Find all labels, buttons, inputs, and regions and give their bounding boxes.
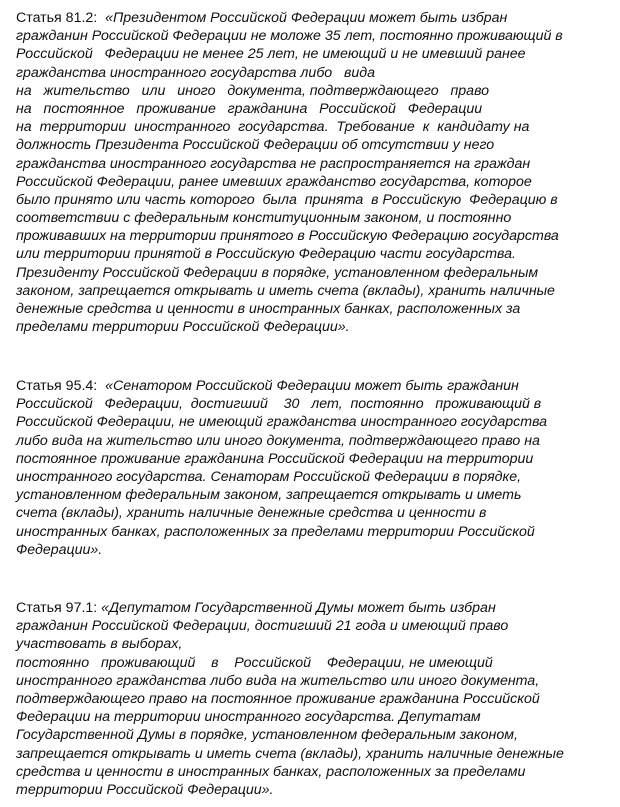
article-text-line: гражданства иностранного государства не распространяется на граждан — [16, 155, 531, 172]
article-text-line: денежные средства и ценности в иностранных банках, расположенных за — [16, 301, 521, 317]
article-text-line: подтверждающего право на постоянное проживание гражданина Российской — [16, 690, 540, 707]
article-text-line: Федерации на территории иностранного государства. Депутатам — [16, 709, 481, 726]
article-first-line — [16, 599, 604, 617]
article-text-line: «Сенатором Российской Федерации может быть гражданин — [97, 378, 519, 394]
article-text-line: Российской Федерации не менее 25 лет, не имеющий и не имевший ранее — [16, 46, 526, 63]
article-text-line: пределами территории Российской Федерации». — [16, 319, 350, 336]
article-text-line: иностранного гражданства либо вида на жительство или иного документа, — [16, 672, 540, 689]
article-text-line: на территории иностранного государства. Требование к кандидату на — [16, 119, 530, 136]
article-text-line: счета (вклады), хранить наличные денежные средства и ценности в — [16, 505, 487, 522]
article-text-line: средства и ценности в иностранных банках, расположенных за пределами — [16, 763, 526, 780]
article-text-line: либо вида на жительство или иного документа, подтверждающего право на — [16, 432, 540, 449]
article-text-line: или территории принятой в Российскую Федерацию части государства. — [16, 246, 516, 263]
article-label: Статья 95.4: — [16, 378, 98, 394]
article-text-line: Федерации». — [16, 541, 103, 558]
article-text-line: Российской Федерации, достигший 30 лет, постоянно проживающий в — [16, 396, 542, 413]
article-first-line — [16, 377, 604, 395]
article-text-line: должность Президента Российской Федерации об отсутствии у него — [16, 137, 495, 154]
article-text-line: иностранных банках, расположенных за пределами территории Российской — [16, 523, 535, 540]
article-text-line: Государственной Думы в порядке, установленном федеральным законом, — [16, 727, 518, 744]
article-text-line: было принято или часть которого была принята в Российскую Федерацию в — [16, 191, 558, 208]
article-text-line: на жительство или иного документа, подтверждающего право — [16, 82, 490, 99]
article-text-line: гражданства иностранного государства либо вида — [16, 64, 376, 81]
article-text-line: Президенту Российской Федерации в порядке, установленном федеральным — [16, 264, 539, 281]
article-text-line: законом, запрещается открывать и иметь счета (вклады), хранить наличные — [16, 282, 555, 299]
article-text-line: запрещается открывать и иметь счета (вклады), хранить наличные денежные — [16, 745, 564, 762]
article-first-line — [16, 9, 604, 27]
article-label: Статья 97.1: — [16, 600, 98, 616]
article-text-line: «Депутатом Государственной Думы может быть избран — [97, 600, 496, 616]
article-text-line: на постоянное проживание гражданина Российской Федерации — [16, 100, 483, 117]
article-text-line: установленном федеральным законом, запрещается открывать и иметь — [16, 487, 522, 504]
article-text-line: территории Российской Федерации». — [16, 781, 274, 798]
article-text-line: соответствии с федеральным конституционным законом, и постоянно — [16, 210, 512, 227]
article-text-line: проживавших на территории принятого в Российскую Федерацию государства — [16, 228, 559, 245]
article-text-line: участвовать в выборах, — [16, 636, 183, 653]
article-text-line: гражданин Российской Федерации не моложе 35 лет, постоянно проживающий в — [16, 28, 563, 45]
article-text-line: Российской Федерации, ранее имевших гражданство государства, которое — [16, 173, 532, 190]
article-text-line: гражданин Российской Федерации, достигший 21 года и имеющий право — [16, 618, 509, 635]
article-text-line: постоянное проживание гражданина Российской Федерации на территории — [16, 450, 534, 467]
article-text-line: иностранного государства. Сенаторам Российской Федерации в порядке, — [16, 468, 522, 485]
article-text-line: «Президентом Российской Федерации может быть избран — [97, 10, 508, 26]
article-97-1 — [16, 599, 604, 799]
article-81-2 — [16, 9, 604, 336]
article-text-line: постоянно проживающий в Российской Федерации, не имеющий — [16, 654, 493, 671]
article-label: Статья 81.2: — [16, 10, 98, 26]
article-95-4 — [16, 377, 604, 559]
article-text-line: Российской Федерации, не имеющий гражданства иностранного государства — [16, 414, 548, 431]
